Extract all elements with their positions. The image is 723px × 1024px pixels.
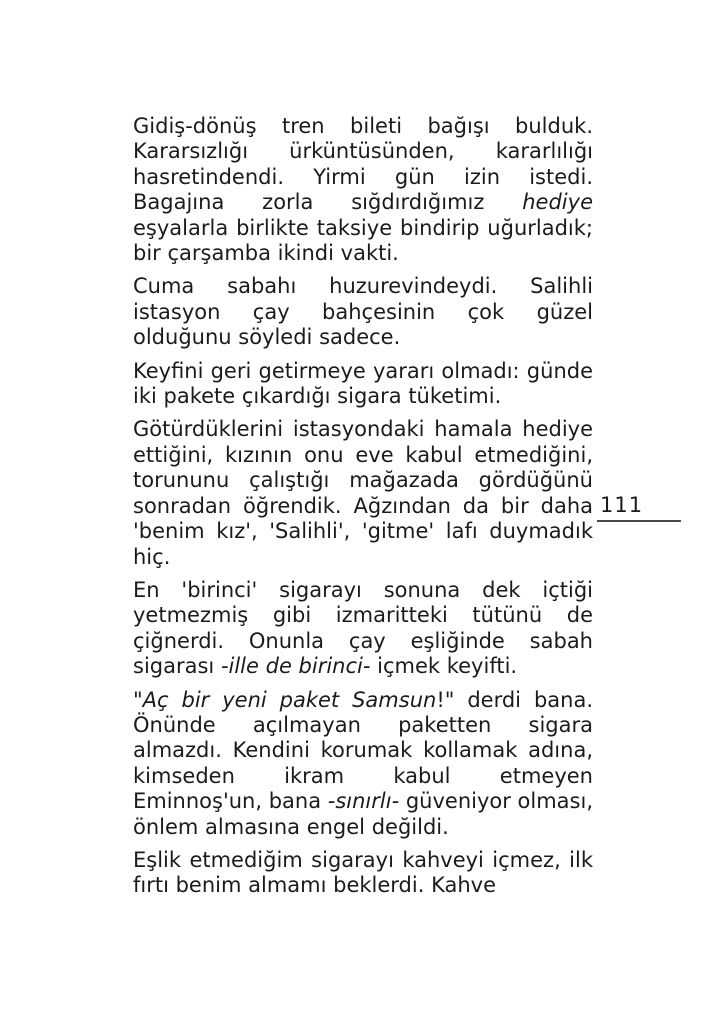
text-column	[133, 114, 593, 907]
paragraph-6	[133, 688, 593, 840]
page-number: 111	[600, 493, 644, 517]
paragraph-2	[133, 274, 593, 350]
body-text: Eşlik etmediğim sigarayı kahveyi içmez, ilk fırtı benim almamı beklerdi. Kahve	[133, 847, 593, 898]
body-text: Gidiş-dönüş tren bileti bağışı bulduk. Kararsızlığı ürküntüsünden, kararlılığı hasretindendi. Yirmi gün izin istedi. Bagajına zorla sığdırdığımız	[133, 114, 593, 215]
italic-text: Aç bir yeni paket Samsun	[142, 687, 437, 712]
italic-text: -ille de birinci-	[220, 654, 371, 679]
body-text: Keyfini geri getirmeye yararı olmadı: günde iki pakete çıkardığı sigara tüketimi.	[133, 358, 593, 409]
paragraph-4	[133, 417, 593, 569]
body-text: "	[133, 687, 143, 712]
italic-text: hediye	[522, 190, 593, 215]
body-text: eşyalarla birlikte taksiye bindirip uğurladık; bir çarşamba ikindi vakti.	[133, 215, 593, 266]
body-text: içmek keyifti.	[370, 654, 518, 679]
body-text: Götürdüklerini istasyondaki hamala hediye ettiğini, kızının onu eve kabul etmediğini, torununu çalıştığı mağazada gördüğünü sonradan öğrendik. Ağzından da bir daha 'benim kız', 'Salihli', 'gitme' lafı duymadık hiç.	[133, 417, 593, 569]
paragraph-1	[133, 114, 593, 266]
body-text: güveniyor olması, önlem almasına engel değildi.	[133, 789, 594, 839]
paragraph-3	[133, 359, 593, 410]
body-text: !" derdi bana. Önünde açılmayan paketten sigara almazdı. Kendini korumak kollamak adına, kimseden ikram kabul etmeyen Eminnoş'un, bana	[133, 687, 593, 814]
paragraph-7	[133, 848, 593, 899]
page-number-rule	[597, 520, 681, 522]
italic-text: -sınırlı-	[327, 789, 400, 814]
paragraph-5	[133, 578, 593, 680]
body-text: En 'birinci' sigarayı sonuna dek içtiği yetmezmiş gibi izmaritteki tütünü de çiğnerdi. Onunla çay eşliğinde sabah sigarası	[133, 577, 593, 679]
page-number-block	[597, 494, 682, 522]
body-text: Cuma sabahı huzurevindeydi. Salihli istasyon çay bahçesinin çok güzel olduğunu söyledi sadece.	[133, 274, 593, 350]
